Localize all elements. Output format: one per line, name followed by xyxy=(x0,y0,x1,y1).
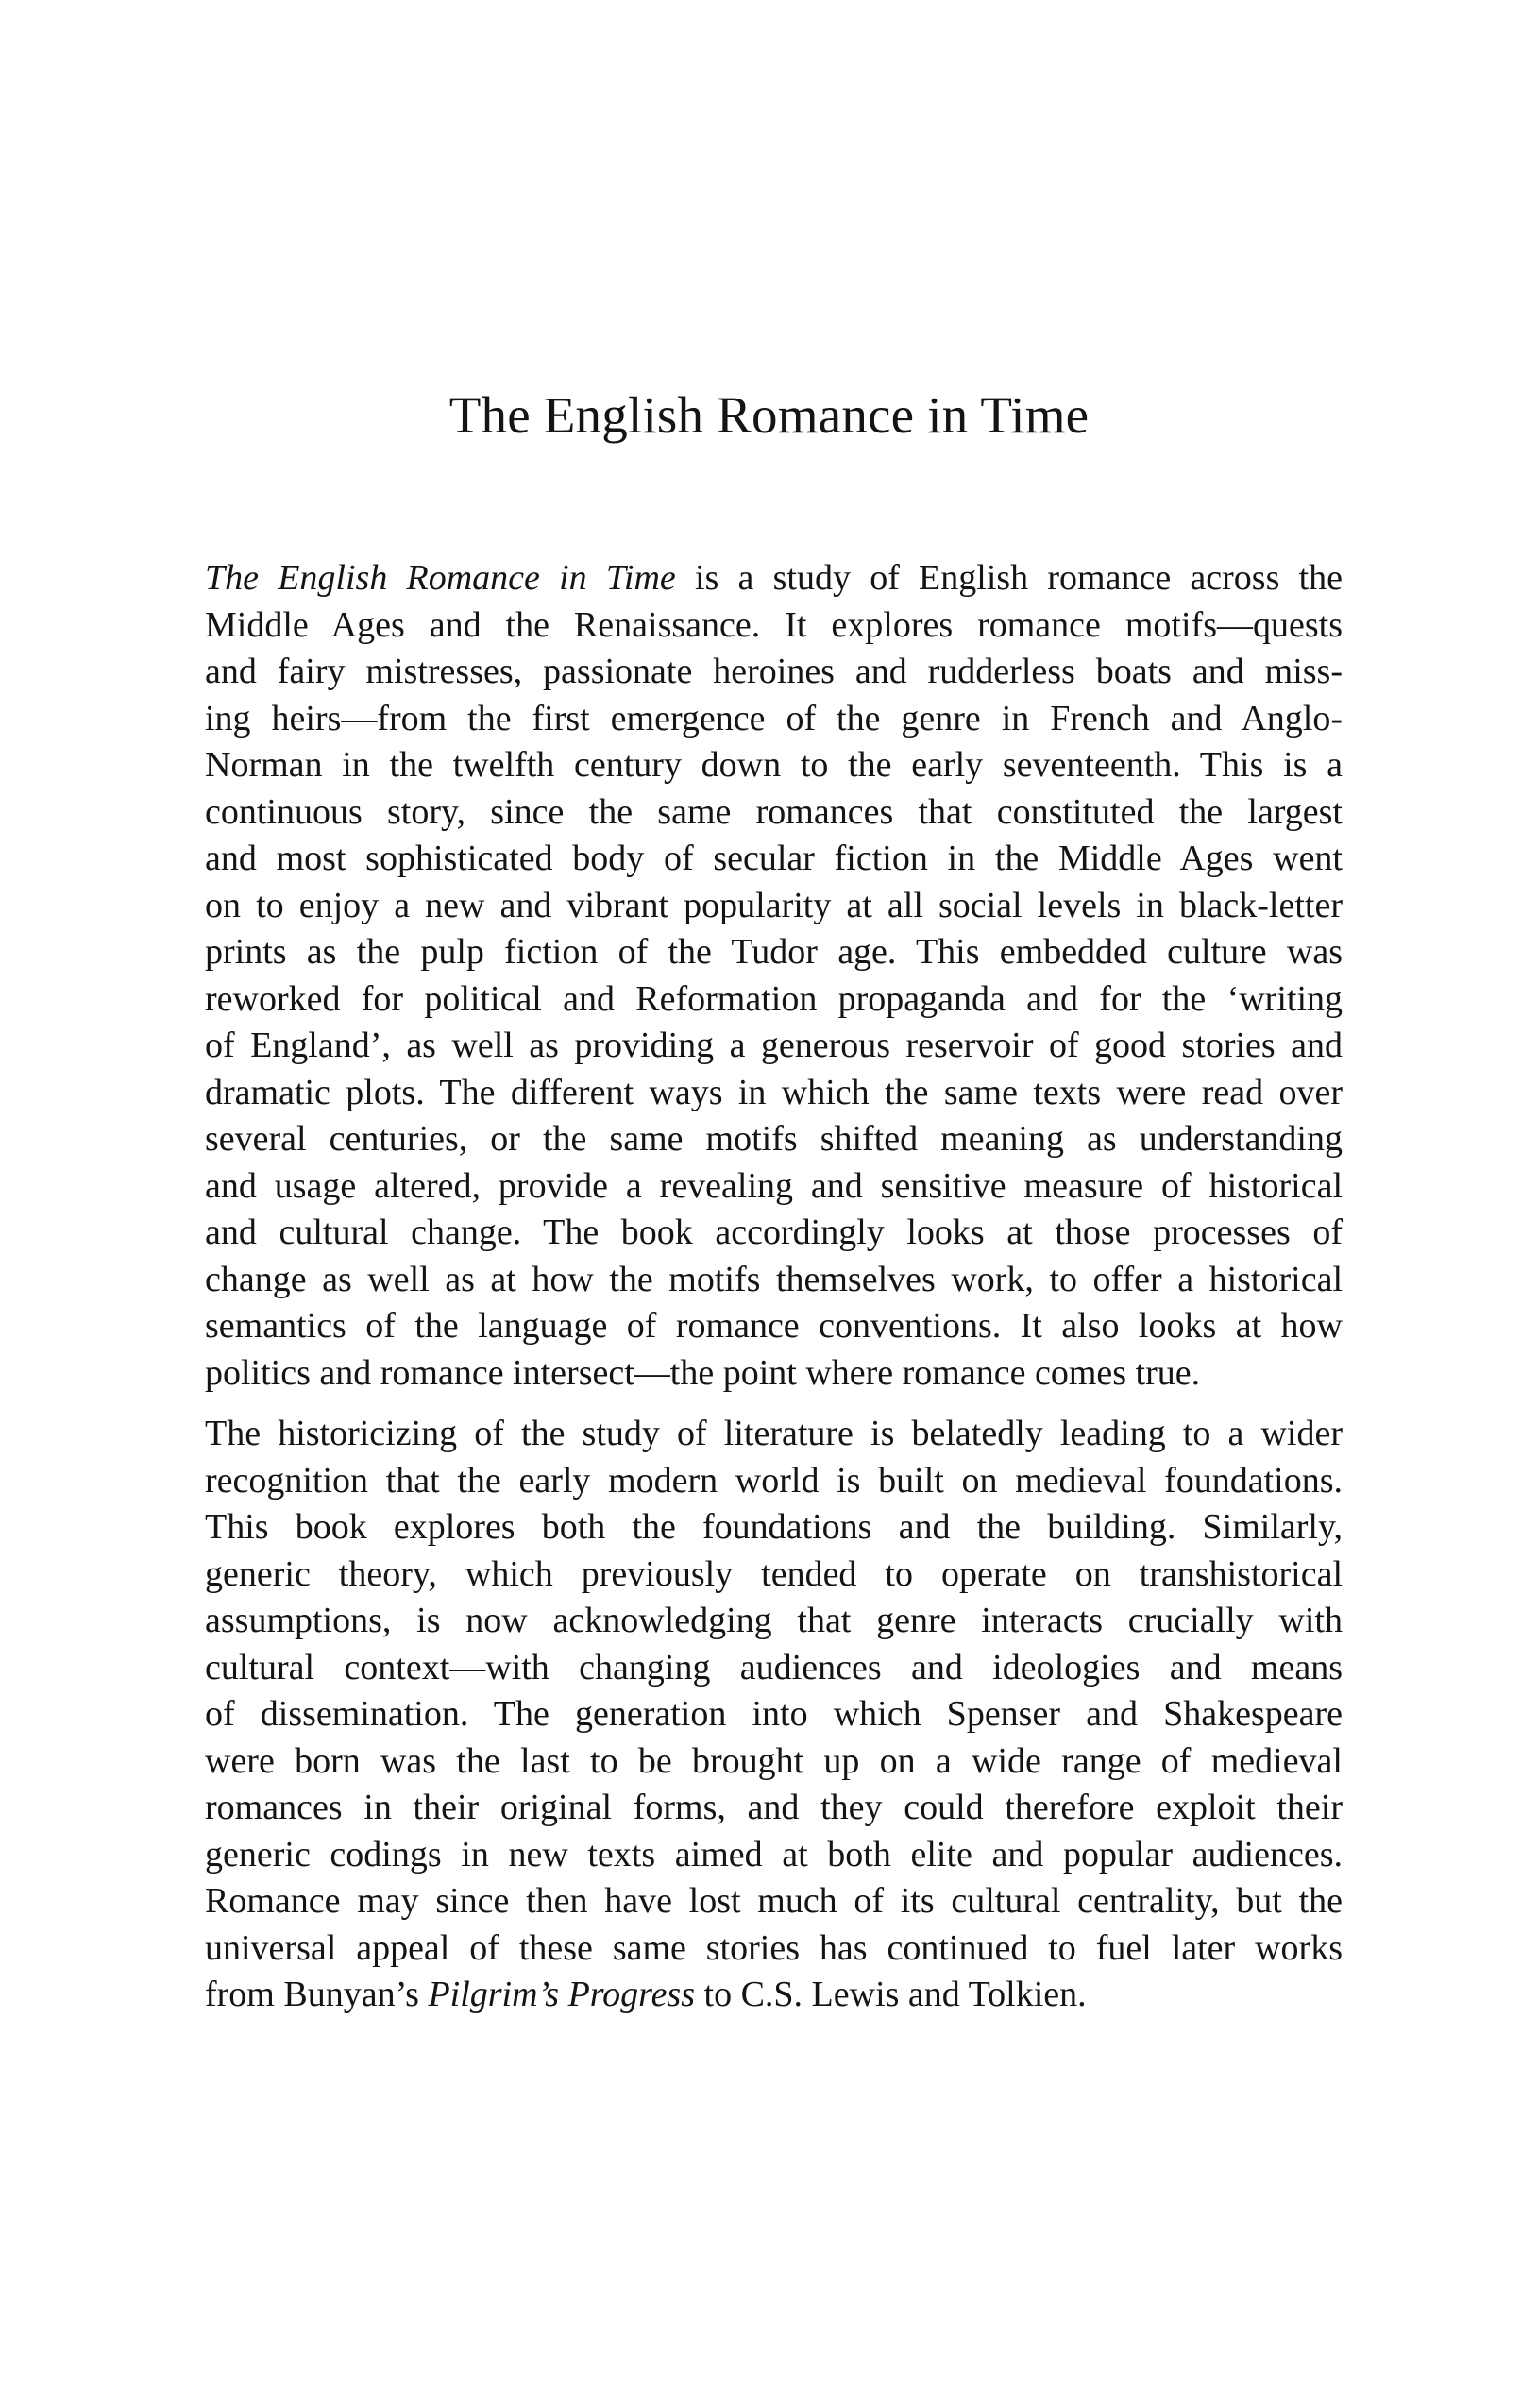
text-segment: to C.S. Lewis and Tolkien. xyxy=(695,1975,1087,2014)
body-text xyxy=(205,555,1343,2019)
text-segment: change as well as at how the motifs themselves work, to offer a historical xyxy=(205,1259,1343,1299)
text-segment: universal appeal of these same stories has continued to fuel later works xyxy=(205,1927,1343,1968)
text-line xyxy=(205,1972,1343,2019)
text-segment: This book explores both the foundations and the building. Similarly, xyxy=(205,1507,1343,1547)
text-line xyxy=(205,602,1343,650)
text-line xyxy=(205,1411,1343,1458)
text-segment: cultural context—with changing audiences and ideologies and means xyxy=(205,1647,1343,1687)
text-segment: continuous story, since the same romances that constituted the largest xyxy=(205,791,1343,832)
text-segment: romances in their original forms, and they could therefore exploit their xyxy=(205,1788,1343,1827)
text-segment: and cultural change. The book accordingly looks at those processes of xyxy=(205,1212,1343,1252)
text-line xyxy=(205,555,1343,602)
text-line xyxy=(205,1070,1343,1117)
text-segment: and usage altered, provide a revealing and sensitive measure of historical xyxy=(205,1165,1343,1206)
text-segment: The historicizing of the study of literature is belatedly leading to a wider xyxy=(205,1414,1343,1453)
text-line xyxy=(205,649,1343,696)
text-segment: recognition that the early modern world is built on medieval foundations. xyxy=(205,1460,1343,1501)
text-segment: on to enjoy a new and vibrant popularity at all social levels in black-letter xyxy=(205,885,1343,925)
text-line xyxy=(205,1645,1343,1692)
text-line xyxy=(205,1458,1343,1505)
text-segment: were born was the last to be brought up on a wide range of medieval xyxy=(205,1740,1343,1781)
text-segment: several centuries, or the same motifs shifted meaning as understanding xyxy=(205,1119,1343,1159)
page-title: The English Romance in Time xyxy=(448,386,1090,444)
text-line xyxy=(205,1504,1343,1552)
text-segment: reworked for political and Reformation propaganda and for the ‘writing xyxy=(205,978,1343,1019)
text-segment: is a study of English romance across the xyxy=(675,558,1343,598)
text-line xyxy=(205,929,1343,976)
text-segment: of England’, as well as providing a generous reservoir of good stories and xyxy=(205,1026,1343,1065)
text-segment: from Bunyan’s xyxy=(205,1975,429,2014)
text-line xyxy=(205,1023,1343,1070)
text-segment: generic theory, which previously tended to operate on transhistorical xyxy=(205,1553,1343,1594)
text-line xyxy=(205,836,1343,883)
text-segment: politics and romance intersect—the point where romance comes true. xyxy=(205,1352,1201,1393)
text-line xyxy=(205,883,1343,930)
text-segment: Middle Ages and the Renaissance. It explores romance motifs—quests xyxy=(205,604,1343,645)
text-line xyxy=(205,1350,1343,1398)
text-line xyxy=(205,1552,1343,1599)
italic-title: The English Romance in Time xyxy=(205,558,676,598)
text-line xyxy=(205,1785,1343,1832)
text-line xyxy=(205,1116,1343,1163)
text-line xyxy=(205,1210,1343,1257)
text-segment: generic codings in new texts aimed at both elite and popular audiences. xyxy=(205,1834,1343,1874)
italic-title: Pilgrim’s Progress xyxy=(428,1975,696,2014)
text-segment: dramatic plots. The different ways in which the same texts were read over xyxy=(205,1072,1343,1112)
text-line xyxy=(205,1832,1343,1879)
text-line xyxy=(205,1738,1343,1786)
paragraph-1 xyxy=(205,555,1343,1397)
text-segment: ing heirs—from the first emergence of the genre in French and Anglo- xyxy=(205,698,1343,738)
text-line xyxy=(205,976,1343,1024)
text-segment: of dissemination. The generation into which Spenser and Shakespeare xyxy=(205,1694,1343,1734)
text-line xyxy=(205,742,1343,789)
text-line xyxy=(205,1925,1343,1973)
text-segment: semantics of the language of romance conventions. It also looks at how xyxy=(205,1306,1343,1346)
text-line xyxy=(205,696,1343,743)
text-segment: Norman in the twelfth century down to the early seventeenth. This is a xyxy=(205,745,1343,785)
text-segment: and most sophisticated body of secular fiction in the Middle Ages went xyxy=(205,839,1343,878)
text-line xyxy=(205,1691,1343,1738)
text-line xyxy=(205,1878,1343,1925)
text-segment: Romance may since then have lost much of its cultural centrality, but the xyxy=(205,1881,1343,1921)
text-segment: and fairy mistresses, passionate heroines and rudderless boats and miss- xyxy=(205,652,1343,691)
text-line xyxy=(205,1303,1343,1350)
text-line xyxy=(205,789,1343,837)
text-segment: assumptions, is now acknowledging that genre interacts crucially with xyxy=(205,1601,1343,1640)
text-line xyxy=(205,1257,1343,1304)
text-line xyxy=(205,1598,1343,1645)
text-line xyxy=(205,1163,1343,1211)
text-segment: prints as the pulp fiction of the Tudor age. This embedded culture was xyxy=(205,932,1343,972)
paragraph-2 xyxy=(205,1411,1343,2019)
